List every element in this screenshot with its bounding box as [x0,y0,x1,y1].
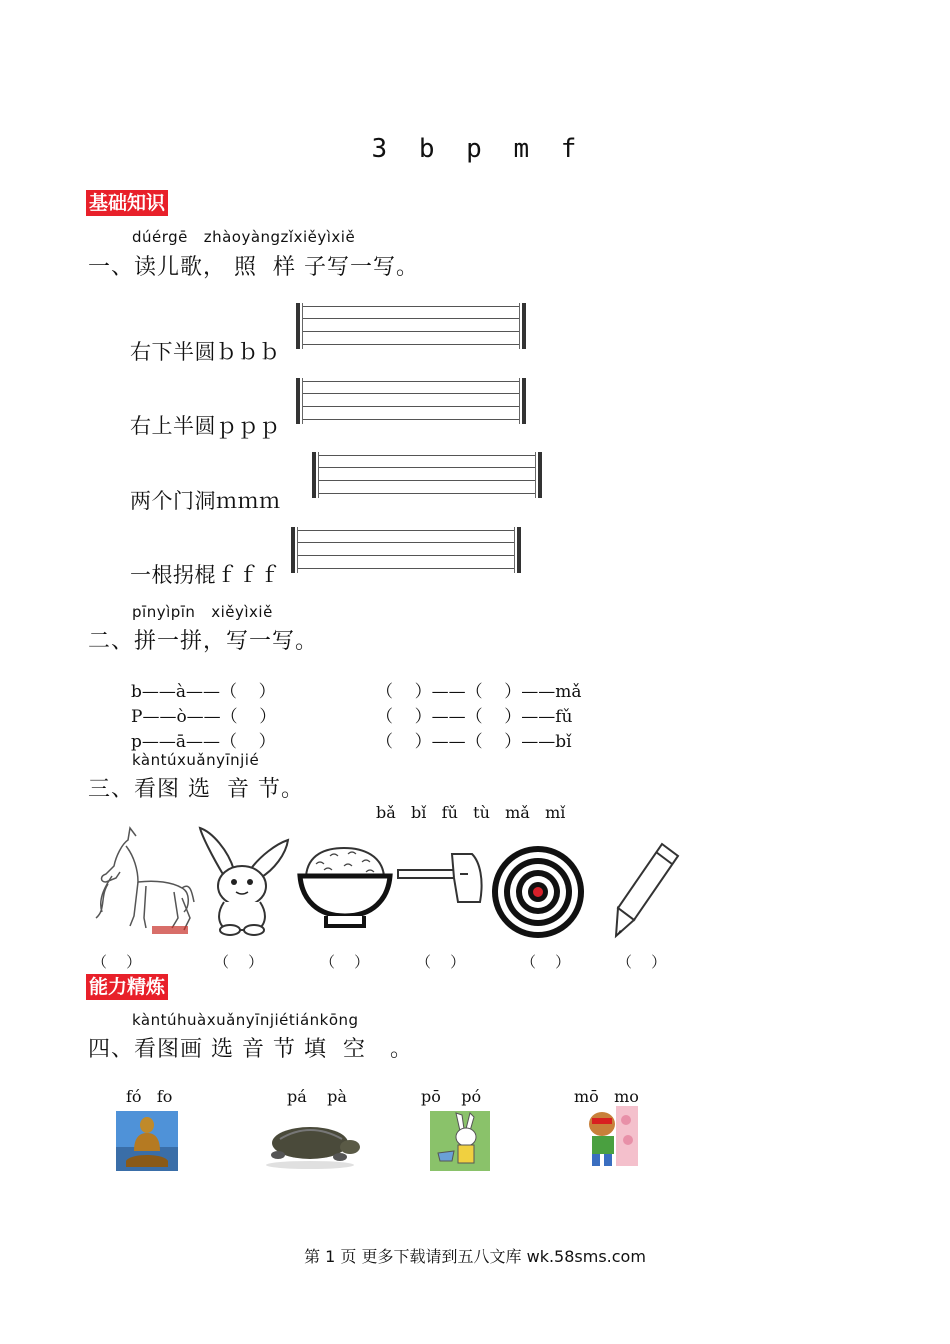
turtle-picture [256,1121,362,1173]
writing-lines-m[interactable] [312,452,542,498]
q1-heading: 一、读儿歌， 照 样 子写一写。 [88,255,419,280]
answer-blank[interactable]: （ ） [214,953,264,971]
syllable-pair[interactable]: pá pà [287,1087,347,1106]
q1-pinyin: dúérgē zhàoyàngzǐxiěyìxiě [132,228,356,246]
q3-heading: 三、看图 选 音 节。 [88,777,304,802]
rice-bowl-picture [296,844,394,938]
buddha-statue-picture [116,1111,178,1171]
spell-row-right[interactable]: （ ）——（ ）——bǐ [376,732,572,752]
page-footer: 第 1 页 更多下载请到五八文库 wk.58sms.com [304,1247,646,1266]
spell-row-left[interactable]: P——ò——（ ） [131,707,277,727]
answer-blank[interactable]: （ ） [416,953,466,971]
rhyme-line: 右下半圆ｂｂｂ [130,340,281,364]
horse-picture [86,826,196,938]
rabbit-watering-picture [430,1111,490,1171]
target-picture [490,844,586,940]
spell-row-left[interactable]: b——à——（ ） [131,682,276,702]
section-badge-basic: 基础知识 [86,190,168,216]
q3-syllable-options: bǎ bǐ fǔ tù mǎ mǐ [376,803,566,822]
axe-picture [396,848,488,908]
section-badge-ability: 能力精炼 [86,974,168,1000]
rabbit-picture [194,826,292,938]
writing-lines-p[interactable] [296,378,526,424]
q4-heading: 四、看图画 选 音 节 填 空 。 [88,1037,413,1062]
spell-row-right[interactable]: （ ）——（ ）——fǔ [376,707,573,727]
pencil-picture [610,840,682,940]
writing-lines-b[interactable] [296,303,526,349]
syllable-pair[interactable]: pō pó [421,1087,482,1106]
writing-lines-f[interactable] [291,527,521,573]
spell-row-right[interactable]: （ ）——（ ）——mǎ [376,682,582,702]
q2-heading: 二、拼一拼，写一写。 [88,629,319,654]
answer-blank[interactable]: （ ） [320,953,370,971]
q2-pinyin: pīnyìpīn xiěyìxiě [132,603,273,621]
answer-blank[interactable]: （ ） [521,953,571,971]
page-title: 3 b p m f [371,134,579,164]
answer-blank[interactable]: （ ） [617,953,667,971]
bear-touching-picture [578,1106,638,1172]
q4-pinyin: kàntúhuàxuǎnyīnjiétiánkōng [132,1011,359,1029]
syllable-pair[interactable]: fó fo [126,1087,173,1106]
spell-row-left[interactable]: p——ā——（ ） [131,732,276,752]
rhyme-line: 右上半圆ｐｐｐ [130,414,281,438]
q3-pinyin: kàntúxuǎnyīnjié [132,751,260,769]
rhyme-line: 一根拐棍ｆｆｆ [130,563,281,587]
rhyme-line: 两个门洞ｍｍｍ [130,489,281,513]
answer-blank[interactable]: （ ） [92,953,142,971]
syllable-pair[interactable]: mō mo [574,1087,639,1106]
